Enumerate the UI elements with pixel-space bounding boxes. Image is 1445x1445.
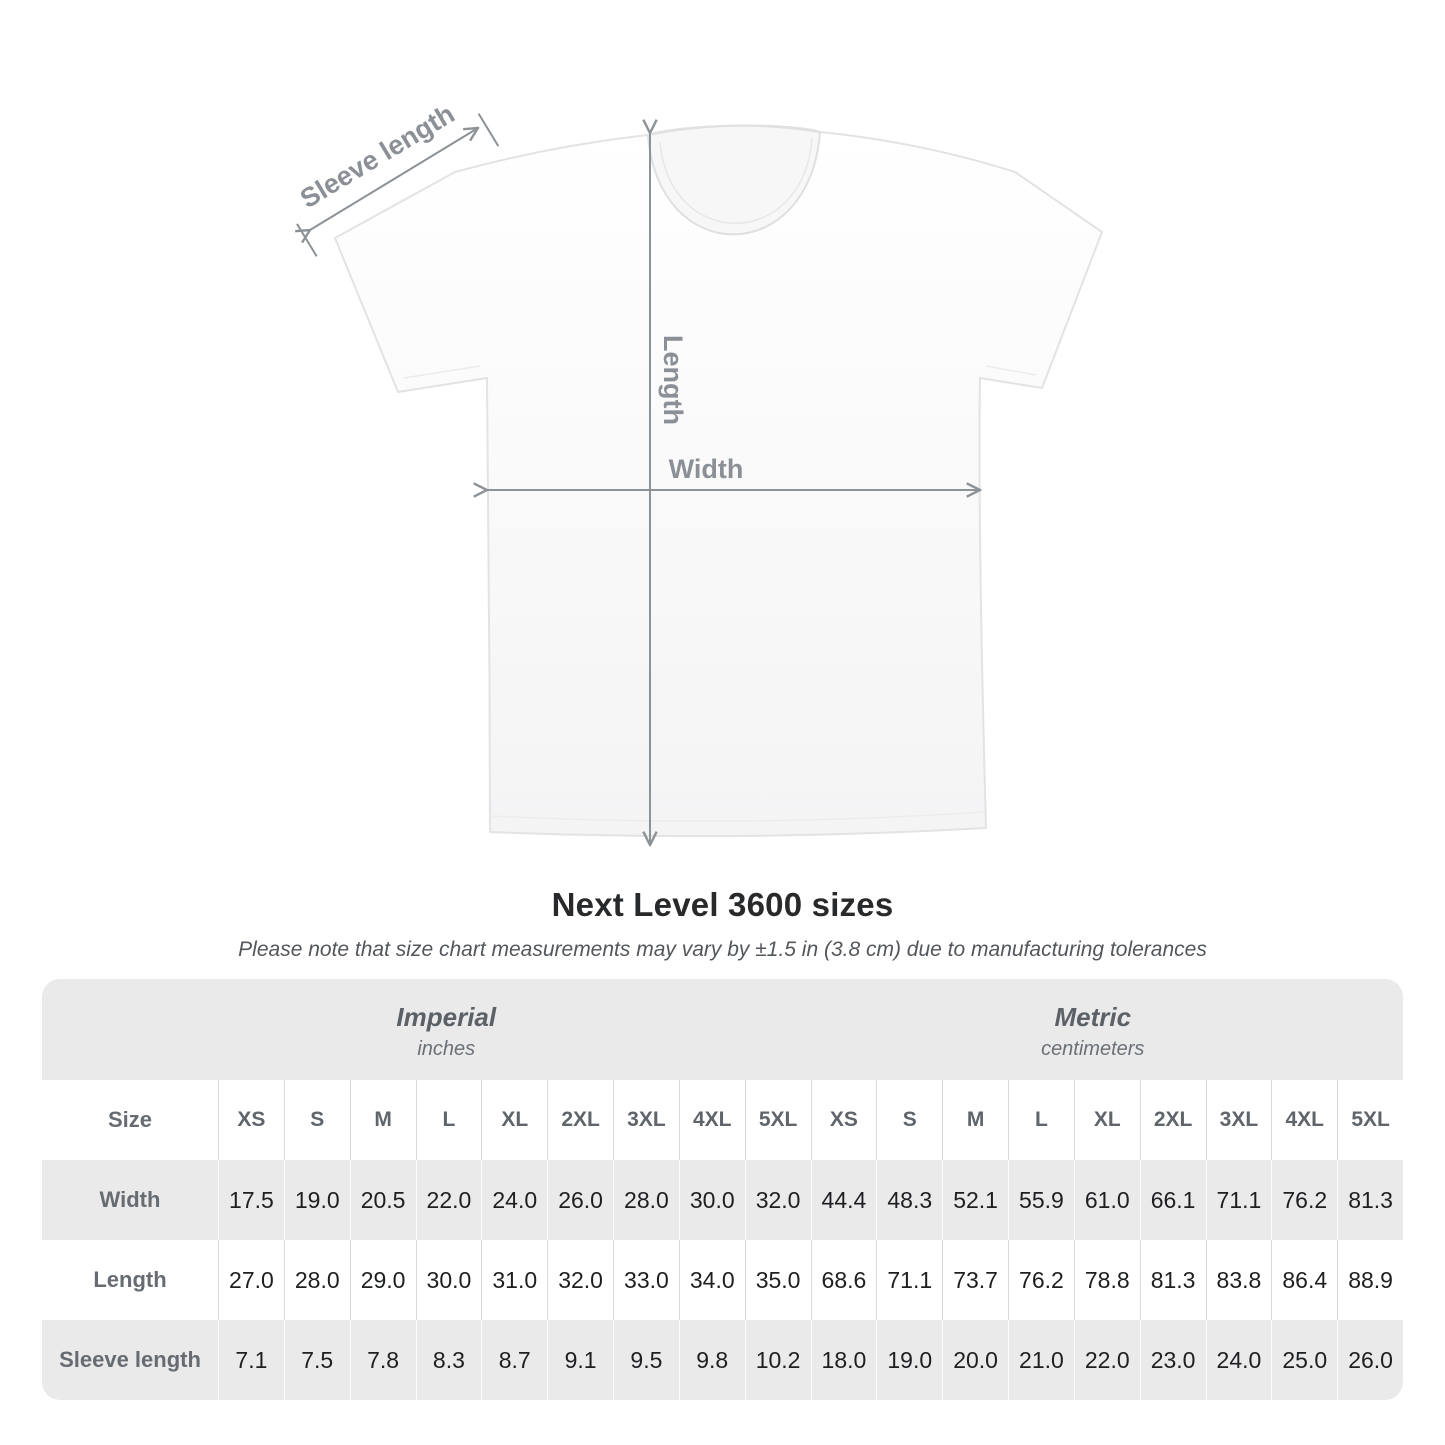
value-cell: 22.0 <box>1074 1320 1140 1400</box>
value-cell: 61.0 <box>1074 1160 1140 1240</box>
measurement-row <box>42 1160 1403 1240</box>
size-column-header: 2XL <box>547 1080 613 1160</box>
value-cell: 33.0 <box>613 1240 679 1320</box>
value-cell: 32.0 <box>745 1160 811 1240</box>
value-cell: 18.0 <box>811 1320 877 1400</box>
unit-header-band <box>42 979 1403 1080</box>
metric-header <box>797 979 1390 1080</box>
value-cell: 24.0 <box>1206 1320 1272 1400</box>
width-label: Width <box>668 454 744 484</box>
size-header-row <box>42 1080 1403 1160</box>
imperial-name: Imperial <box>396 1002 497 1032</box>
size-column-header: XL <box>481 1080 547 1160</box>
tolerance-note: Please note that size chart measurements may vary by ±1.5 in (3.8 cm) due to manufacturing tolerances <box>238 938 1207 961</box>
row-label: Length <box>93 1267 167 1292</box>
value-cell: 9.1 <box>547 1320 613 1400</box>
length-label: Length <box>658 335 688 425</box>
value-cell: 73.7 <box>942 1240 1008 1320</box>
value-cell: 17.5 <box>218 1160 284 1240</box>
value-cell: 30.0 <box>679 1160 745 1240</box>
value-cell: 71.1 <box>1206 1160 1272 1240</box>
value-cell: 81.3 <box>1140 1240 1206 1320</box>
size-column-header: 4XL <box>1271 1080 1337 1160</box>
value-cell: 7.1 <box>218 1320 284 1400</box>
value-cell: 22.0 <box>416 1160 482 1240</box>
size-column-header: 4XL <box>679 1080 745 1160</box>
value-cell: 83.8 <box>1206 1240 1272 1320</box>
value-cell: 76.2 <box>1271 1160 1337 1240</box>
value-cell: 8.3 <box>416 1320 482 1400</box>
value-cell: 19.0 <box>284 1160 350 1240</box>
value-cell: 28.0 <box>284 1240 350 1320</box>
size-column-header: M <box>942 1080 1008 1160</box>
size-column-header: L <box>1008 1080 1074 1160</box>
value-cell: 32.0 <box>547 1240 613 1320</box>
value-cell: 30.0 <box>416 1240 482 1320</box>
size-column-header: XS <box>811 1080 877 1160</box>
value-cell: 66.1 <box>1140 1160 1206 1240</box>
size-column-header: S <box>876 1080 942 1160</box>
value-cell: 9.5 <box>613 1320 679 1400</box>
row-label: Width <box>99 1187 161 1212</box>
size-table <box>42 979 1403 1400</box>
size-column-header: 5XL <box>745 1080 811 1160</box>
imperial-header <box>62 979 831 1080</box>
value-cell: 44.4 <box>811 1160 877 1240</box>
value-cell: 23.0 <box>1140 1320 1206 1400</box>
measurement-row <box>42 1320 1403 1400</box>
size-column-header: 5XL <box>1337 1080 1403 1160</box>
value-cell: 28.0 <box>613 1160 679 1240</box>
value-cell: 27.0 <box>218 1240 284 1320</box>
size-table-rows <box>42 1080 1403 1400</box>
size-column-header: 3XL <box>1206 1080 1272 1160</box>
value-cell: 7.5 <box>284 1320 350 1400</box>
value-cell: 34.0 <box>679 1240 745 1320</box>
size-column-header: 2XL <box>1140 1080 1206 1160</box>
size-column-header: 3XL <box>613 1080 679 1160</box>
value-cell: 25.0 <box>1271 1320 1337 1400</box>
row-label: Sleeve length <box>59 1347 201 1372</box>
metric-unit: centimeters <box>1041 1038 1145 1060</box>
size-column-header: XL <box>1074 1080 1140 1160</box>
value-cell: 24.0 <box>481 1160 547 1240</box>
imperial-unit: inches <box>417 1038 476 1060</box>
size-column-header: S <box>284 1080 350 1160</box>
value-cell: 76.2 <box>1008 1240 1074 1320</box>
value-cell: 68.6 <box>811 1240 877 1320</box>
value-cell: 31.0 <box>481 1240 547 1320</box>
value-cell: 52.1 <box>942 1160 1008 1240</box>
value-cell: 10.2 <box>745 1320 811 1400</box>
value-cell: 21.0 <box>1008 1320 1074 1400</box>
value-cell: 8.7 <box>481 1320 547 1400</box>
value-cell: 88.9 <box>1337 1240 1403 1320</box>
value-cell: 19.0 <box>876 1320 942 1400</box>
page-title: Next Level 3600 sizes <box>551 886 894 923</box>
value-cell: 7.8 <box>350 1320 416 1400</box>
value-cell: 26.0 <box>1337 1320 1403 1400</box>
value-cell: 35.0 <box>745 1240 811 1320</box>
value-cell: 26.0 <box>547 1160 613 1240</box>
tshirt-diagram-svg <box>280 80 1120 870</box>
value-cell: 55.9 <box>1008 1160 1074 1240</box>
size-column-header: XS <box>218 1080 284 1160</box>
value-cell: 78.8 <box>1074 1240 1140 1320</box>
value-cell: 48.3 <box>876 1160 942 1240</box>
sleeve-length-label: Sleeve length <box>295 98 460 214</box>
value-cell: 20.0 <box>942 1320 1008 1400</box>
size-header-label: Size <box>107 1107 153 1132</box>
value-cell: 29.0 <box>350 1240 416 1320</box>
tshirt-diagram <box>280 80 1120 870</box>
value-cell: 71.1 <box>876 1240 942 1320</box>
value-cell: 9.8 <box>679 1320 745 1400</box>
value-cell: 20.5 <box>350 1160 416 1240</box>
value-cell: 86.4 <box>1271 1240 1337 1320</box>
size-column-header: L <box>416 1080 482 1160</box>
metric-name: Metric <box>1054 1002 1132 1032</box>
size-column-header: M <box>350 1080 416 1160</box>
measurement-row <box>42 1240 1403 1320</box>
value-cell: 81.3 <box>1337 1160 1403 1240</box>
